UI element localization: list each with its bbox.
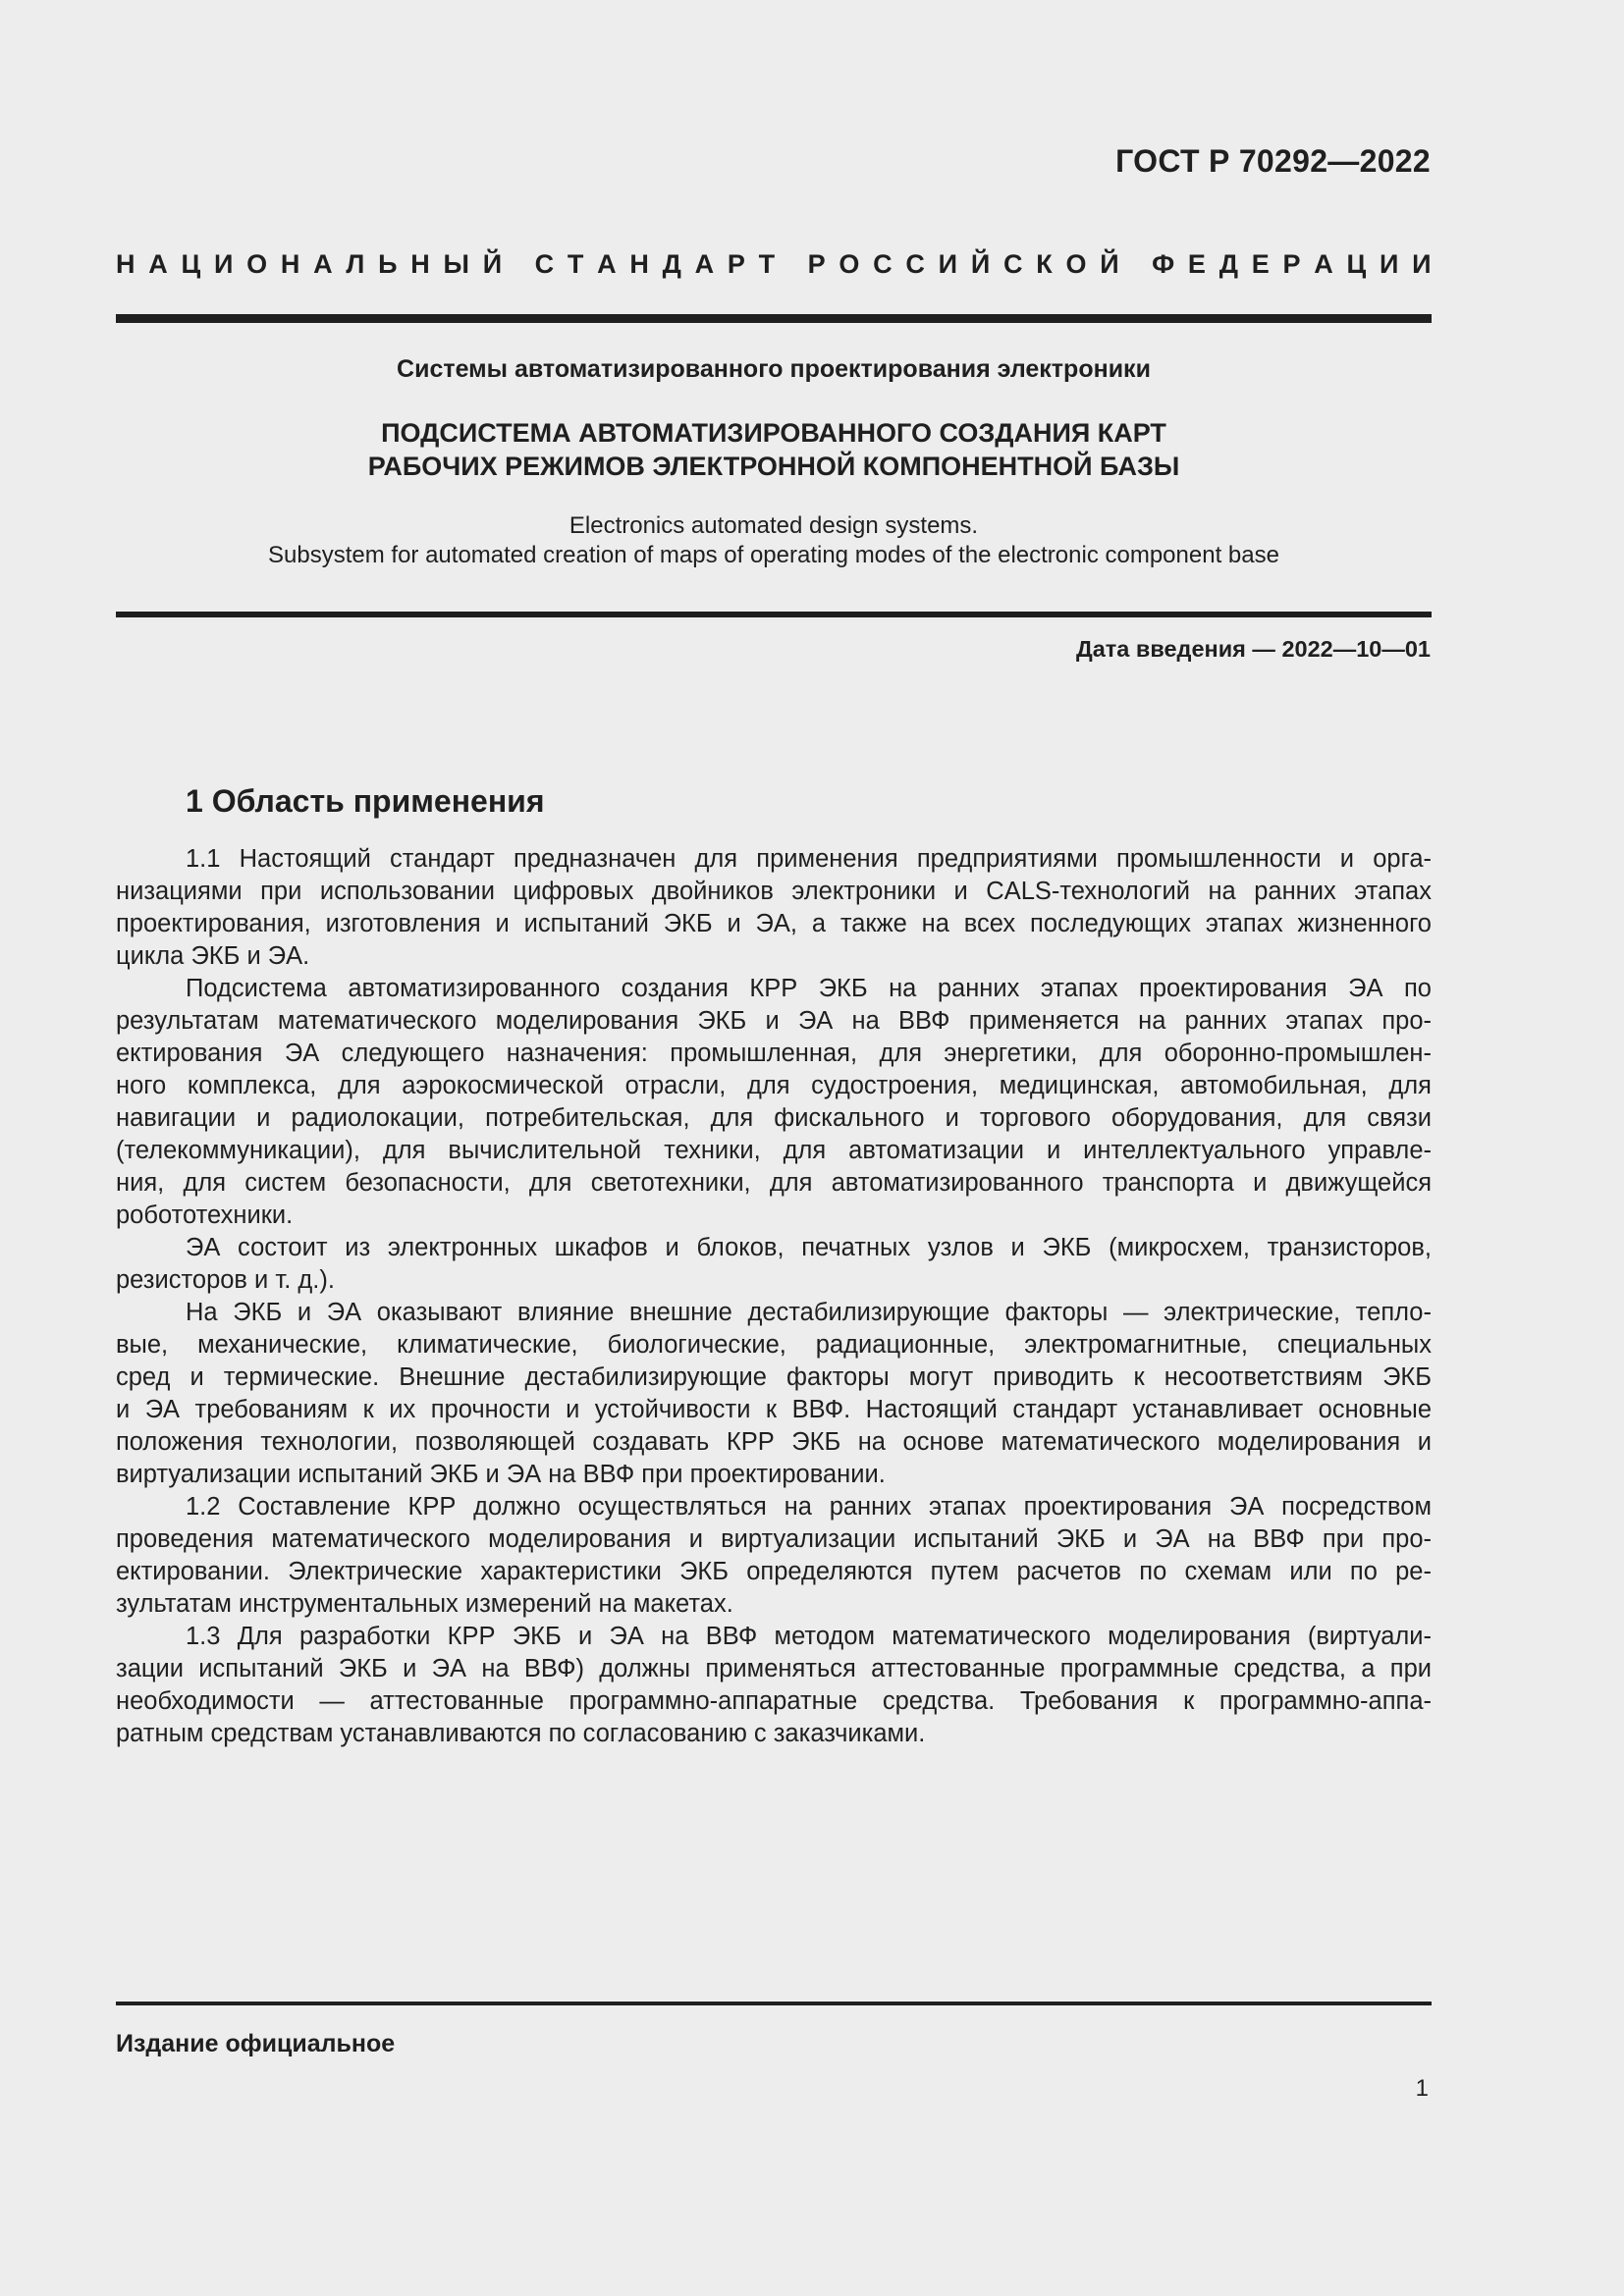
paragraph-line: На ЭКБ и ЭА оказывают влияние внешние дестабилизирующие факторы — электрические, тепло- (186, 1299, 1432, 1326)
header-letter: Н (280, 249, 300, 279)
header-letter: С (1002, 249, 1023, 279)
edition-label: Издание официальное (116, 2030, 396, 2057)
paragraph-line: низациями при использовании цифровых двойников электроники и CALS-технологий на ранних этапах (116, 878, 1432, 905)
paragraph-line: результатам математического моделирования ЭКБ и ЭА на ВВФ применяется на ранних этапах про- (116, 1007, 1432, 1035)
paragraph-line: ектирования ЭА следующего назначения: промышленная, для энергетики, для оборонно-промышлен- (116, 1040, 1432, 1067)
section-heading: 1 Область применения (186, 783, 545, 819)
introduction-date: Дата введения — 2022—10—01 (1075, 636, 1431, 662)
header-letter: Т (758, 249, 776, 279)
series-title: Системы автоматизированного проектирования электроники (397, 355, 1151, 383)
paragraph-line: 1.1 Настоящий стандарт предназначен для применения предприятиями промышленности и орга- (186, 845, 1432, 873)
paragraph-line: ратным средствам устанавливаются по согласованию с заказчиками. (116, 1720, 926, 1747)
header-letter: Д (662, 249, 681, 279)
header-letter: Й (1100, 249, 1119, 279)
page-number: 1 (1415, 2075, 1429, 2102)
paragraph-line: ЭА состоит из электронных шкафов и блоков, печатных узлов и ЭКБ (микросхем, транзисторов, (186, 1234, 1432, 1261)
paragraph-line: положения технологии, позволяющей создавать КРР ЭКБ на основе математического моделирования и (116, 1428, 1432, 1456)
paragraph-line: проектирования, изготовления и испытаний ЭКБ и ЭА, а также на всех последующих этапах жизненного (116, 910, 1432, 937)
header-letter: Н (410, 249, 430, 279)
header-word-gap (788, 249, 794, 280)
header-letter: Р (1282, 249, 1301, 279)
paragraph-line: цикла ЭКБ и ЭА. (116, 942, 310, 970)
header-letter: О (839, 249, 860, 279)
section-body (116, 843, 1432, 1750)
document-code: ГОСТ Р 70292—2022 (1115, 143, 1431, 179)
bottom-divider (116, 2002, 1432, 2005)
paragraph-line: зации испытаний ЭКБ и ЭА на ВВФ) должны применяться аттестованные программные средства, а при (116, 1655, 1432, 1682)
header-letter: Й (970, 249, 991, 279)
header-letter: А (1314, 249, 1333, 279)
paragraph-line: зультатам инструментальных измерений на макетах. (116, 1590, 733, 1618)
header-letter: Й (482, 249, 503, 279)
header-letter: Ф (1152, 249, 1175, 279)
header-letter: И (938, 249, 958, 279)
paragraph-line: 1.2 Составление КРР должно осуществляться на ранних этапах проектирования ЭА посредством (186, 1493, 1432, 1521)
main-title (116, 416, 1432, 483)
header-letter: Ы (443, 249, 469, 279)
paragraph-line: (телекоммуникации), для вычислительной техники, для автоматизации и интеллектуального управле- (116, 1137, 1432, 1164)
paragraph-line: ного комплекса, для аэрокосмической отрасли, для судостроения, медицинская, автомобильная, для (116, 1072, 1432, 1099)
paragraph-line: сред и термические. Внешние дестабилизирующие факторы могут приводить к несоответствиям ЭКБ (116, 1363, 1432, 1391)
header-letter: А (148, 249, 168, 279)
main-title-line-2: РАБОЧИХ РЕЖИМОВ ЭЛЕКТРОННОЙ КОМПОНЕНТНОЙ БАЗЫ (367, 452, 1180, 481)
header-letter: Д (1218, 249, 1238, 279)
paragraph-line: виртуализации испытаний ЭКБ и ЭА на ВВФ при проектировании. (116, 1461, 886, 1488)
main-title-line-1: ПОДСИСТЕМА АВТОМАТИЗИРОВАННОГО СОЗДАНИЯ КАРТ (381, 418, 1166, 448)
header-letter: И (213, 249, 234, 279)
header-letter: А (597, 249, 617, 279)
paragraph-line: и ЭА требованиям к их прочности и устойчивости к ВВФ. Настоящий стандарт устанавливает основные (116, 1396, 1432, 1423)
paragraph-line: ектировании. Электрические характеристики ЭКБ определяются путем расчетов по схемам или по ре- (116, 1558, 1432, 1585)
paragraph-line: навигации и радиолокации, потребительская, для фискального и торгового оборудования, для связи (116, 1104, 1432, 1132)
paragraph-line: вые, механические, климатические, биологические, радиационные, электромагнитные, специальных (116, 1331, 1432, 1359)
header-letter: Ь (378, 249, 398, 279)
header-letter: Р (727, 249, 745, 279)
header-letter: Е (1251, 249, 1270, 279)
english-title-line-2: Subsystem for automated creation of maps of operating modes of the electronic component base (268, 542, 1279, 568)
header-letter: А (694, 249, 715, 279)
header-letter: О (1065, 249, 1087, 279)
paragraph-line: резисторов и т. д.). (116, 1266, 335, 1294)
paragraph-line: 1.3 Для разработки КРР ЭКБ и ЭА на ВВФ методом математического моделирования (виртуали- (186, 1623, 1432, 1650)
header-letter: Р (807, 249, 826, 279)
paragraph-line: ния, для систем безопасности, для светотехники, для автоматизированного транспорта и движущейся (116, 1169, 1432, 1197)
middle-divider (116, 612, 1432, 617)
header-letter: Н (629, 249, 649, 279)
header-letter: Н (116, 249, 135, 279)
english-title (116, 511, 1432, 570)
header-letter: Т (567, 249, 584, 279)
header-letter: Е (1187, 249, 1206, 279)
national-standard-header (116, 249, 1432, 280)
header-letter: С (905, 249, 925, 279)
paragraph-line: проведения математического моделирования и виртуализации испытаний ЭКБ и ЭА на ВВФ при про- (116, 1525, 1432, 1553)
header-letter: К (1036, 249, 1053, 279)
header-letter: И (1379, 249, 1399, 279)
header-letter: С (873, 249, 893, 279)
paragraph-line: робототехники. (116, 1201, 294, 1229)
paragraph-line: необходимости — аттестованные программно-аппаратные средства. Требования к программно-аппа- (116, 1687, 1432, 1715)
header-letter: А (313, 249, 333, 279)
header-word-gap (515, 249, 521, 280)
header-letter: С (534, 249, 555, 279)
header-letter: Л (346, 249, 365, 279)
top-divider (116, 314, 1432, 323)
header-letter: Ц (1346, 249, 1367, 279)
paragraph-line: Подсистема автоматизированного создания КРР ЭКБ на ранних этапах проектирования ЭА по (186, 975, 1432, 1002)
header-letter: О (246, 249, 268, 279)
header-letter: И (1412, 249, 1432, 279)
header-word-gap (1132, 249, 1138, 280)
header-letter: Ц (181, 249, 201, 279)
english-title-line-1: Electronics automated design systems. (568, 512, 979, 539)
